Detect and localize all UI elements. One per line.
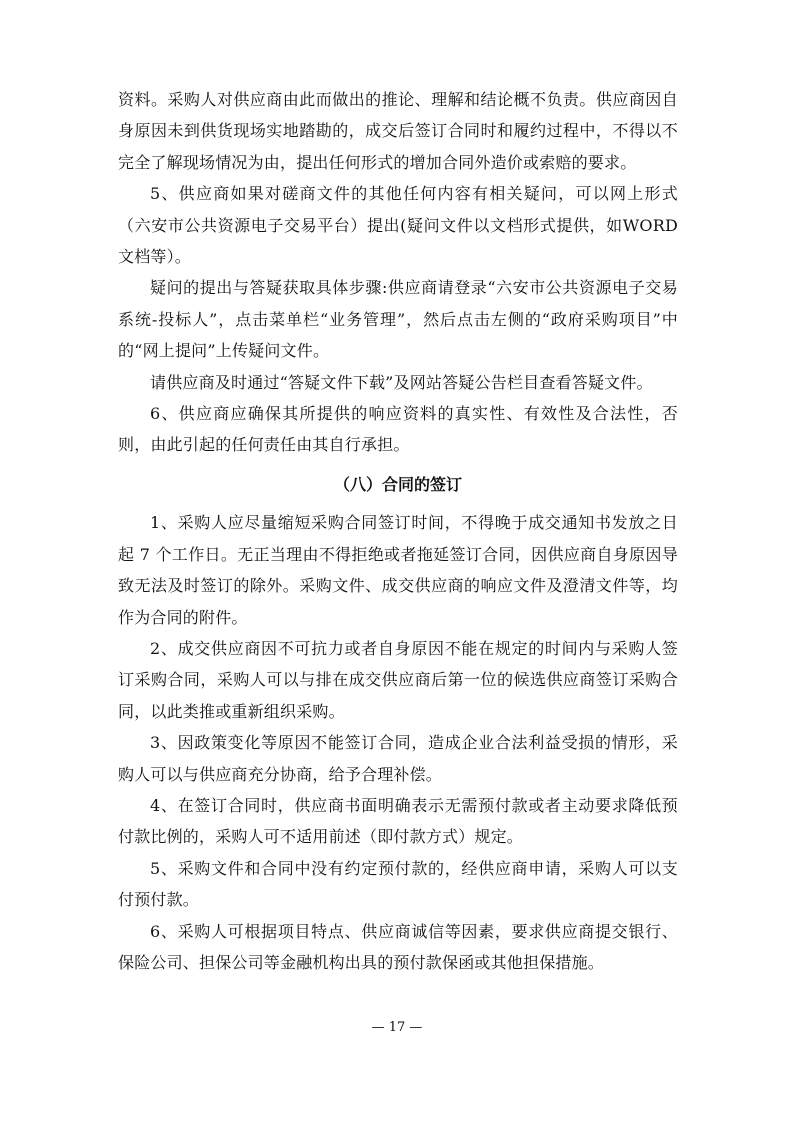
paragraph-item-6-authenticity: 6、供应商应确保其所提供的响应资料的真实性、有效性及合法性，否则，由此引起的任何责任由其自行承担。 [118, 404, 678, 455]
paragraph-contract-3: 3、因政策变化等原因不能签订合同，造成企业合法利益受损的情形，采购人可以与供应商充分协商，给予合理补偿。 [118, 733, 678, 784]
paragraph-item-5-inquiry: 5、供应商如果对磋商文件的其他任何内容有相关疑问，可以网上形式（六安市公共资源电子交易平台）提出(疑问文件以文档形式提供，如WORD文档等）。 [118, 184, 678, 267]
section-heading: （八）合同的签订 [333, 474, 462, 494]
paragraph-inquiry-steps: 疑问的提出与答疑获取具体步骤:供应商请登录“六安市公共资源电子交易系统-投标人”，点击菜单栏“业务管理”，然后点击左侧的“政府采购项目”中的“网上提问”上传疑问文件。 [118, 278, 678, 361]
paragraph-contract-2: 2、成交供应商因不可抗力或者自身原因不能在规定的时间内与采购人签订采购合同，采购人可以与排在成交供应商后第一位的候选供应商签订采购合同，以此类推或重新组织采购。 [118, 638, 678, 721]
paragraph-contract-6: 6、采购人可根据项目特点、供应商诚信等因素，要求供应商提交银行、保险公司、担保公司等金融机构出具的预付款保函或其他担保措施。 [118, 921, 678, 972]
paragraph-contract-1: 1、采购人应尽量缩短采购合同签订时间，不得晚于成交通知书发放之日起 7 个工作日。无正当理由不得拒绝或者拖延签订合同，因供应商自身原因导致无法及时签订的除外。采购文件、成交供应商的响应文件及澄清文件等，均作为合同的附件。 [118, 513, 678, 627]
paragraph-contract-5: 5、采购文件和合同中没有约定预付款的，经供应商申请，采购人可以支付预付款。 [118, 858, 678, 910]
paragraph-answer-download: 请供应商及时通过“答疑文件下载”及网站答疑公告栏目查看答疑文件。 [150, 372, 653, 392]
paragraph-contract-4: 4、在签订合同时，供应商书面明确表示无需预付款或者主动要求降低预付款比例的，采购人可不适用前述（即付款方式）规定。 [118, 795, 678, 847]
page-number: — 17 — [371, 1020, 423, 1035]
paragraph-continuation: 资料。采购人对供应商由此而做出的推论、理解和结论概不负责。供应商因自身原因未到供货现场实地踏勘的，成交后签订合同时和履约过程中，不得以不完全了解现场情况为由，提出任何形式的增加合同外造价或索赔的要求。 [118, 90, 678, 172]
page-body [118, 84, 678, 978]
